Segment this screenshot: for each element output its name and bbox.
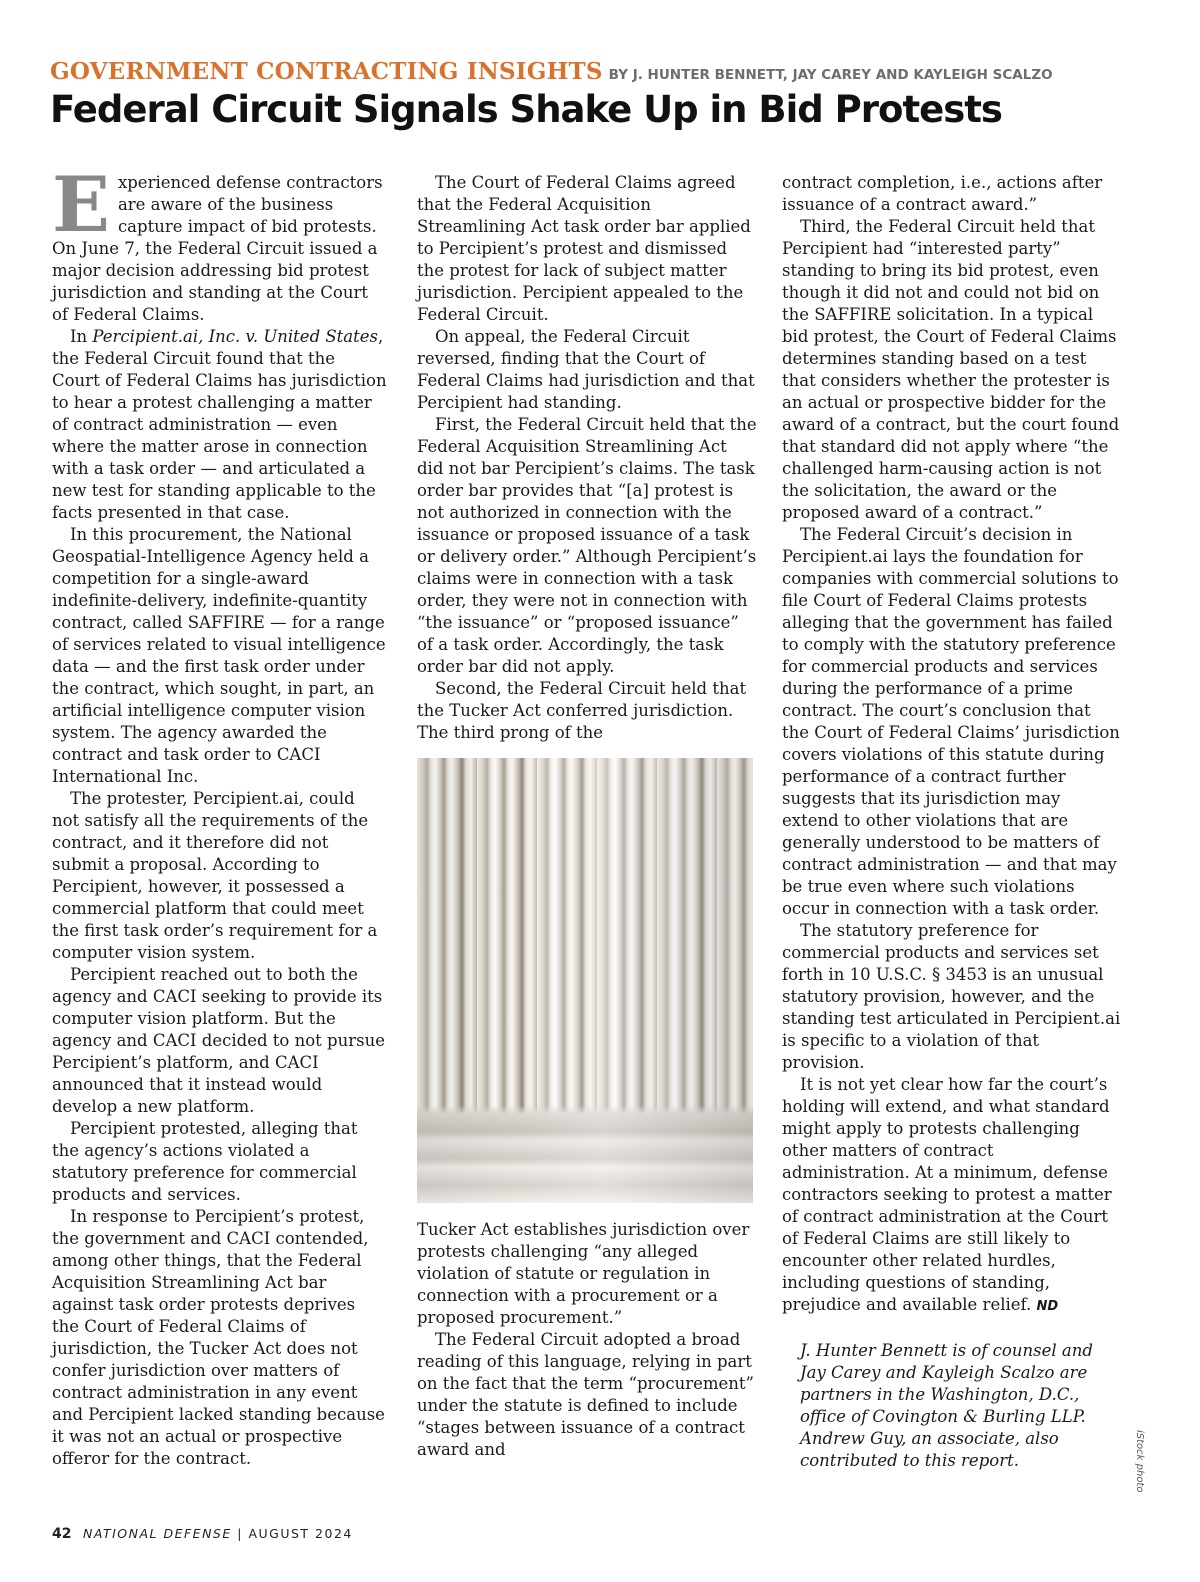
paragraph (782, 1074, 1122, 1318)
paragraph: Second, the Federal Circuit held that the Tucker Act conferred jurisdiction. The third prong of the (417, 679, 747, 742)
paragraph: The statutory preference for commercial products and services set forth in 10 U.S.C. § 3453 is an unusual statutory provision, however, and the standing test articulated in Percipient.ai is specific to a violation of that provision. (782, 921, 1121, 1072)
issue-date: AUGUST 2024 (248, 1526, 353, 1541)
paragraph: The Federal Circuit adopted a broad reading of this language, relying in part on the fact that the term “procurement” under the statute is defined to include “stages between issuance of a contract award and (417, 1330, 754, 1459)
byline: BY J. HUNTER BENNETT, JAY CAREY AND KAYLEIGH SCALZO (608, 67, 1053, 83)
paragraph-text: In (70, 327, 93, 346)
paragraph (52, 326, 387, 524)
columns-photo (417, 758, 753, 1203)
kicker-line (50, 58, 1160, 85)
paragraph: First, the Federal Circuit held that the Federal Acquisition Streamlining Act did not bar Percipient’s claims. The task order bar provides that “[a] protest is not authorized in connection with the issuance or proposed issuance of a task or delivery order.” Although Percipient’s claims were in connection with a task order, they were not in connection with “the issuance” or “proposed issuance” of a task order. Accordingly, the task order bar did not apply. (417, 415, 757, 676)
end-mark: ND (1036, 1299, 1059, 1314)
paragraph: The Federal Circuit’s decision in Percipient.ai lays the foundation for companies with commercial solutions to file Court of Federal Claims protests alleging that the government has failed to comply with the statutory preference for commercial products and services during the performance of a prime contract. The court’s conclusion that the Court of Federal Claims’ jurisdiction covers violations of this statute during performance of a contract further suggests that its jurisdiction may extend to other violations that are generally understood to be matters of contract administration — and that may be true even where such violations occur in connection with a task order. (782, 525, 1120, 918)
page-footer (52, 1526, 353, 1542)
headline: Federal Circuit Signals Shake Up in Bid Protests (50, 88, 1002, 131)
column-3 (782, 172, 1122, 1472)
paragraph-text: , the Federal Circuit found that the Court of Federal Claims has jurisdiction to hear a protest challenging a matter of contract administration — even where the matter arose in connection with a task order — and articulated a new test for standing applicable to the facts presented in that case. (52, 327, 387, 522)
case-name: Percipient.ai, Inc. v. United States (92, 327, 379, 346)
article-header (50, 58, 1160, 134)
paragraph: Tucker Act establishes jurisdiction over protests challenging “any alleged violation of statute or regulation in connection with a procurement or a proposed procurement.” (417, 1220, 750, 1327)
paragraph: In this procurement, the National Geospatial-Intelligence Agency held a competition for a single-award indefinite-delivery, indefinite-quantity contract, called SAFFIRE — for a range of services related to visual intelligence data — and the first task order under the contract, which sought, in part, an artificial intelligence computer vision system. The agency awarded the contract and task order to CACI International Inc. (52, 525, 386, 786)
paragraph: The protester, Percipient.ai, could not satisfy all the requirements of the contract, and it therefore did not submit a proposal. According to Percipient, however, it possessed a commercial platform that could meet the first task order’s requirement for a computer vision system. (52, 789, 378, 962)
drop-cap: E (52, 160, 110, 249)
paragraph: Percipient protested, alleging that the agency’s actions violated a statutory preference for commercial products and services. (52, 1119, 358, 1204)
paragraph (52, 160, 387, 326)
footer-separator: | (237, 1526, 243, 1541)
paragraph: Percipient reached out to both the agency and CACI seeking to provide its computer vision platform. But the agency and CACI decided to not pursue Percipient’s platform, and CACI announced that it instead would develop a new platform. (52, 965, 385, 1116)
column-1 (52, 160, 387, 1470)
paragraph: On appeal, the Federal Circuit reversed, finding that the Court of Federal Claims had jurisdiction and that Percipient had standing. (417, 327, 755, 412)
paragraph: contract completion, i.e., actions after issuance of a contract award.” (782, 173, 1103, 214)
paragraph: Third, the Federal Circuit held that Percipient had “interested party” standing to bring its bid protest, even though it did not and could not bid on the SAFFIRE solicitation. In a typical bid protest, the Court of Federal Claims determines standing based on a test that considers whether the protester is an actual or prospective bidder for the award of a contract, but the court found that standard did not apply where “the challenged harm-causing action is not the solicitation, the award or the proposed award of a contract.” (782, 217, 1120, 522)
paragraph-text: xperienced defense contractors are aware of the business capture impact of bid protests. On June 7, the Federal Circuit issued a major decision addressing bid protest jurisdiction and standing at the Court of Federal Claims. (52, 173, 383, 324)
photo-shading (417, 758, 753, 1203)
paragraph-text: It is not yet clear how far the court’s holding will extend, and what standard might apply to protests challenging other matters of contract administration. At a minimum, defense contractors seeking to protest a matter of contract administration at the Court of Federal Claims are still likely to encounter other related hurdles, including questions of standing, prejudice and available relief. (782, 1075, 1112, 1314)
paragraph: The Court of Federal Claims agreed that the Federal Acquisition Streamlining Act task order bar applied to Percipient’s protest and dismissed the protest for lack of subject matter jurisdiction. Percipient appealed to the Federal Circuit. (417, 173, 751, 324)
column-2 (417, 172, 757, 1461)
author-bio: J. Hunter Bennett is of counsel and Jay Carey and Kayleigh Scalzo are partners in the Washington, D.C., office of Covington & Burling LLP. Andrew Guy, an associate, also contributed to this report. (800, 1341, 1093, 1470)
section-kicker: GOVERNMENT CONTRACTING INSIGHTS (50, 58, 603, 85)
photo-credit: iStock photo (1134, 1430, 1145, 1493)
page-number: 42 (52, 1526, 72, 1542)
paragraph: In response to Percipient’s protest, the government and CACI contended, among other things, that the Federal Acquisition Streamlining Act bar against task order protests deprives the Court of Federal Claims of jurisdiction, the Tucker Act does not confer jurisdiction over matters of contract administration in any event and Percipient lacked standing because it was not an actual or prospective offeror for the contract. (52, 1207, 385, 1468)
publication-name: NATIONAL DEFENSE (82, 1526, 232, 1541)
